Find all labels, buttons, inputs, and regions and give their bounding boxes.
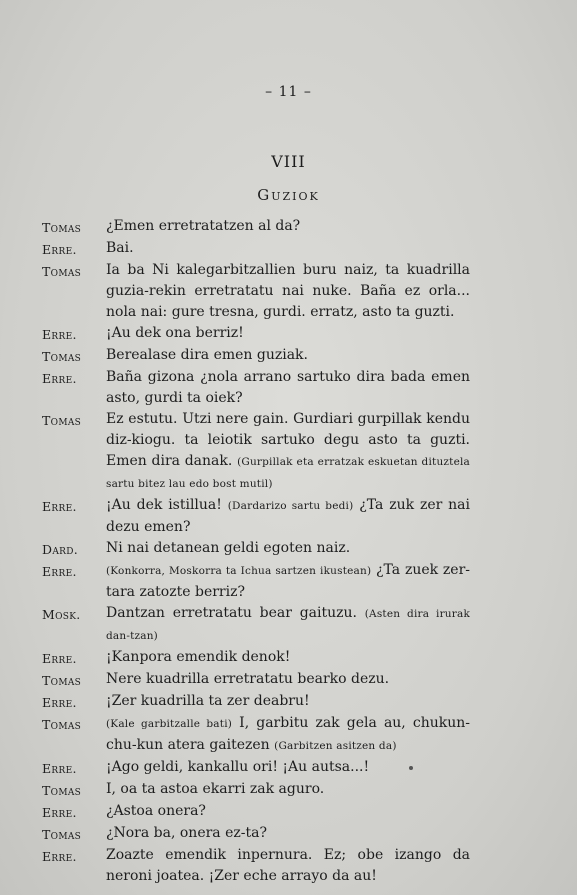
speech-text	[106, 801, 470, 822]
spoken-text: ¡Zer kuadrilla ta zer deabru!	[106, 693, 310, 709]
speech-text	[106, 560, 470, 603]
dialogue-line	[42, 757, 470, 779]
speaker-name: Erre.	[42, 805, 77, 820]
speaker-name: Tomas	[42, 349, 82, 364]
speaker-name: Tomas	[42, 827, 82, 842]
stage-direction: (Kale garbitzalle bati)	[106, 718, 233, 730]
speaker-name: Erre.	[42, 242, 77, 257]
dialogue-line	[42, 647, 470, 669]
spoken-text: I, oa ta astoa ekarri zak aguro.	[106, 781, 325, 797]
scene-cast: Guziok	[257, 186, 320, 204]
speaker-name: Erre.	[42, 651, 77, 666]
dialogue-line	[42, 801, 470, 823]
speech-text	[106, 495, 470, 538]
spoken-text: Ni nai detanean geldi egoten naiz.	[106, 540, 351, 556]
speech-text	[106, 323, 470, 344]
speaker-name: Dard.	[42, 542, 78, 557]
page-number: – 11 –	[265, 84, 312, 100]
speech-text	[106, 216, 470, 237]
dialogue-line	[42, 345, 470, 367]
speech-text	[106, 603, 470, 647]
dialogue-line	[42, 495, 470, 538]
speech-text	[106, 757, 470, 778]
stage-direction: (Asten dira irurak dan-tzan)	[106, 608, 471, 642]
speaker-name: Tomas	[42, 783, 82, 798]
dialogue-line	[42, 691, 470, 713]
dialogue-line	[42, 669, 470, 691]
spoken-text: Ia ba Ni kalegarbitzallien buru naiz, ta kuadrilla guzia-rekin erretratatu nai nuke. Baña ez orla... nola nai: gure tresna, gurdi. erratz, asto ta guzti.	[106, 262, 470, 320]
spoken-text: Ez estutu. Utzi nere gain. Gurdiari gurpillak kendu diz-kiogu. ta leiotik sartuko degu asto ta guzti. Emen dira danak.	[106, 411, 470, 469]
speaker-name: Tomas	[42, 673, 82, 688]
speech-text	[106, 713, 470, 757]
dialogue	[42, 216, 470, 887]
speech-text	[106, 823, 470, 844]
spoken-text: Nere kuadrilla erretratatu bearko dezu.	[106, 671, 390, 687]
dialogue-line	[42, 409, 470, 495]
speaker-name: Erre.	[42, 327, 77, 342]
dialogue-line	[42, 216, 470, 238]
spoken-text: ¿Nora ba, onera ez-ta?	[106, 825, 267, 841]
speech-text	[106, 669, 470, 690]
speech-text	[106, 367, 470, 409]
speaker-name: Erre.	[42, 761, 77, 776]
stage-direction: (Konkorra, Moskorra ta Ichua sartzen ikustean)	[106, 565, 372, 577]
dialogue-line	[42, 260, 470, 323]
spoken-text: Bai.	[106, 240, 134, 256]
spoken-text: Baña gizona ¿nola arrano sartuko dira bada emen asto, gurdi ta oiek?	[106, 369, 470, 406]
speech-text	[106, 409, 470, 495]
speech-text	[106, 845, 470, 887]
spoken-text: ¡Au dek ona berriz!	[106, 325, 244, 341]
dialogue-line	[42, 538, 470, 560]
spoken-text: Dantzan erretratatu bear gaituzu.	[106, 605, 365, 621]
speaker-name: Tomas	[42, 220, 82, 235]
speaker-name: Erre.	[42, 371, 77, 386]
spoken-text: ¡Au dek istillua!	[106, 497, 228, 513]
spoken-text: Berealase dira emen guziak.	[106, 347, 308, 363]
spoken-text: ¿Ta zuk zer nai dezu emen?	[106, 497, 471, 535]
speaker-name: Tomas	[42, 717, 82, 732]
speech-text	[106, 691, 470, 712]
speaker-name: Tomas	[42, 413, 82, 428]
spoken-text: ¡Kanpora emendik denok!	[106, 649, 291, 665]
dialogue-line	[42, 560, 470, 603]
stage-direction: (Gurpillak eta erratzak eskuetan dituztela sartu bitez lau edo bost mutil)	[106, 456, 471, 490]
dialogue-line	[42, 845, 470, 887]
speaker-name: Erre.	[42, 564, 77, 579]
spoken-text: I, garbitu zak gela au, chukun-chu-kun atera gaitezen	[106, 715, 470, 753]
speaker-name: Erre.	[42, 695, 77, 710]
speech-text	[106, 538, 470, 559]
dialogue-line	[42, 238, 470, 260]
spoken-text: Zoazte emendik inpernura. Ez; obe izango da neroni joatea. ¡Zer eche arrayo da au!	[106, 847, 470, 884]
stage-direction: (Garbitzen asitzen da)	[274, 740, 397, 752]
speaker-name: Mosk.	[42, 607, 81, 622]
speech-text	[106, 345, 470, 366]
stage-direction: (Dardarizo sartu bedi)	[227, 500, 354, 512]
speech-text	[106, 779, 470, 800]
speech-text	[106, 647, 470, 668]
dialogue-line	[42, 823, 470, 845]
spoken-text: ¿Astoa onera?	[106, 803, 206, 819]
spoken-text: ¿Emen erretratatzen al da?	[106, 218, 301, 234]
scene-number: VIII	[271, 152, 306, 171]
dialogue-line	[42, 323, 470, 345]
speech-text	[106, 260, 470, 323]
speaker-name: Tomas	[42, 264, 82, 279]
spoken-text: ¿Ta zuek zer-tara zatozte berriz?	[106, 562, 470, 600]
dialogue-line	[42, 367, 470, 409]
dialogue-line	[42, 603, 470, 647]
dialogue-line	[42, 713, 470, 757]
speaker-name: Erre.	[42, 849, 77, 864]
ink-dot	[409, 766, 413, 770]
speaker-name: Erre.	[42, 499, 77, 514]
speech-text	[106, 238, 470, 259]
spoken-text: ¡Ago geldi, kankallu ori! ¡Au autsa...!	[106, 759, 370, 775]
dialogue-line	[42, 779, 470, 801]
